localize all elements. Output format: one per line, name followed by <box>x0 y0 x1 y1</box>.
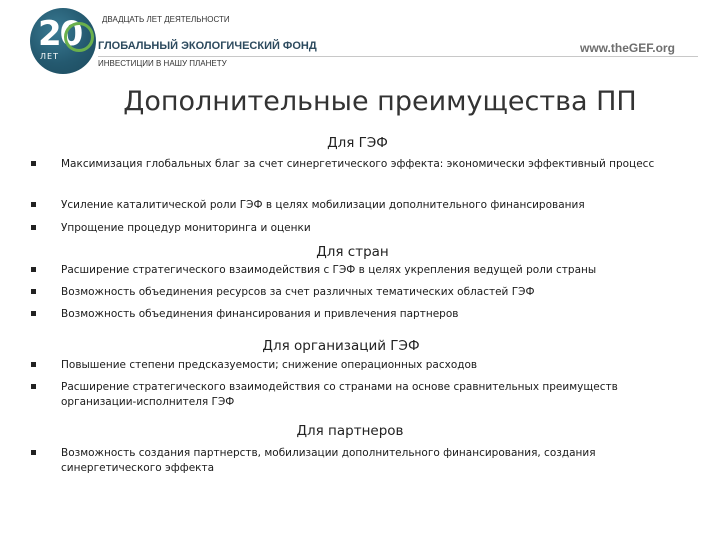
section-heading-countries: Для стран <box>316 244 389 260</box>
list-item-text: Возможность объединения финансирования и привлечения партнеров <box>61 308 459 320</box>
list-item-text: Возможность создания партнерств, мобилизации дополнительного финансирования, создания синергетического эффекта <box>61 447 596 474</box>
website-link[interactable]: www.theGEF.org <box>580 41 675 55</box>
bullet-icon <box>31 225 36 230</box>
bullet-icon <box>31 311 36 316</box>
bullet-icon <box>31 161 36 166</box>
section-heading-gef: Для ГЭФ <box>327 135 388 151</box>
header <box>0 0 720 80</box>
bullet-icon <box>31 267 36 272</box>
header-divider <box>98 56 698 57</box>
bullet-icon <box>31 362 36 367</box>
list-item-text: Усиление каталитической роли ГЭФ в целях мобилизации дополнительного финансирования <box>61 199 585 211</box>
list-item-text: Расширение стратегического взаимодействия со странами на основе сравнительных преимуществ организации-исполнителя ГЭФ <box>61 381 618 408</box>
list-item-text: Расширение стратегического взаимодействия с ГЭФ в целях укрепления ведущей роли страны <box>61 264 597 276</box>
bullet-icon <box>31 289 36 294</box>
bullet-icon <box>31 202 36 207</box>
logo-sub: ЛЕТ <box>40 52 59 61</box>
page-title: Дополнительные преимущества ПП <box>123 86 637 117</box>
logo-ring-icon <box>64 22 94 52</box>
list-item-text: Повышение степени предсказуемости; снижение операционных расходов <box>61 359 478 371</box>
gef-20-years-logo <box>30 8 96 74</box>
list-item-text: Максимизация глобальных благ за счет синергетического эффекта: экономически эффективный процесс <box>61 158 655 170</box>
section-heading-partners: Для партнеров <box>296 423 404 439</box>
section-heading-agencies: Для организаций ГЭФ <box>262 338 420 354</box>
list-item-text: Упрощение процедур мониторинга и оценки <box>61 222 311 234</box>
list-item-text: Возможность объединения ресурсов за счет различных тематических областей ГЭФ <box>61 286 535 298</box>
logo-number: 20 <box>38 14 82 54</box>
bullet-icon <box>31 384 36 389</box>
tagline-bottom: ИНВЕСТИЦИИ В НАШУ ПЛАНЕТУ <box>98 59 227 68</box>
bullet-icon <box>31 450 36 455</box>
tagline-top: ДВАДЦАТЬ ЛЕТ ДЕЯТЕЛЬНОСТИ <box>102 15 230 24</box>
org-name: ГЛОБАЛЬНЫЙ ЭКОЛОГИЧЕСКИЙ ФОНД <box>98 40 317 52</box>
